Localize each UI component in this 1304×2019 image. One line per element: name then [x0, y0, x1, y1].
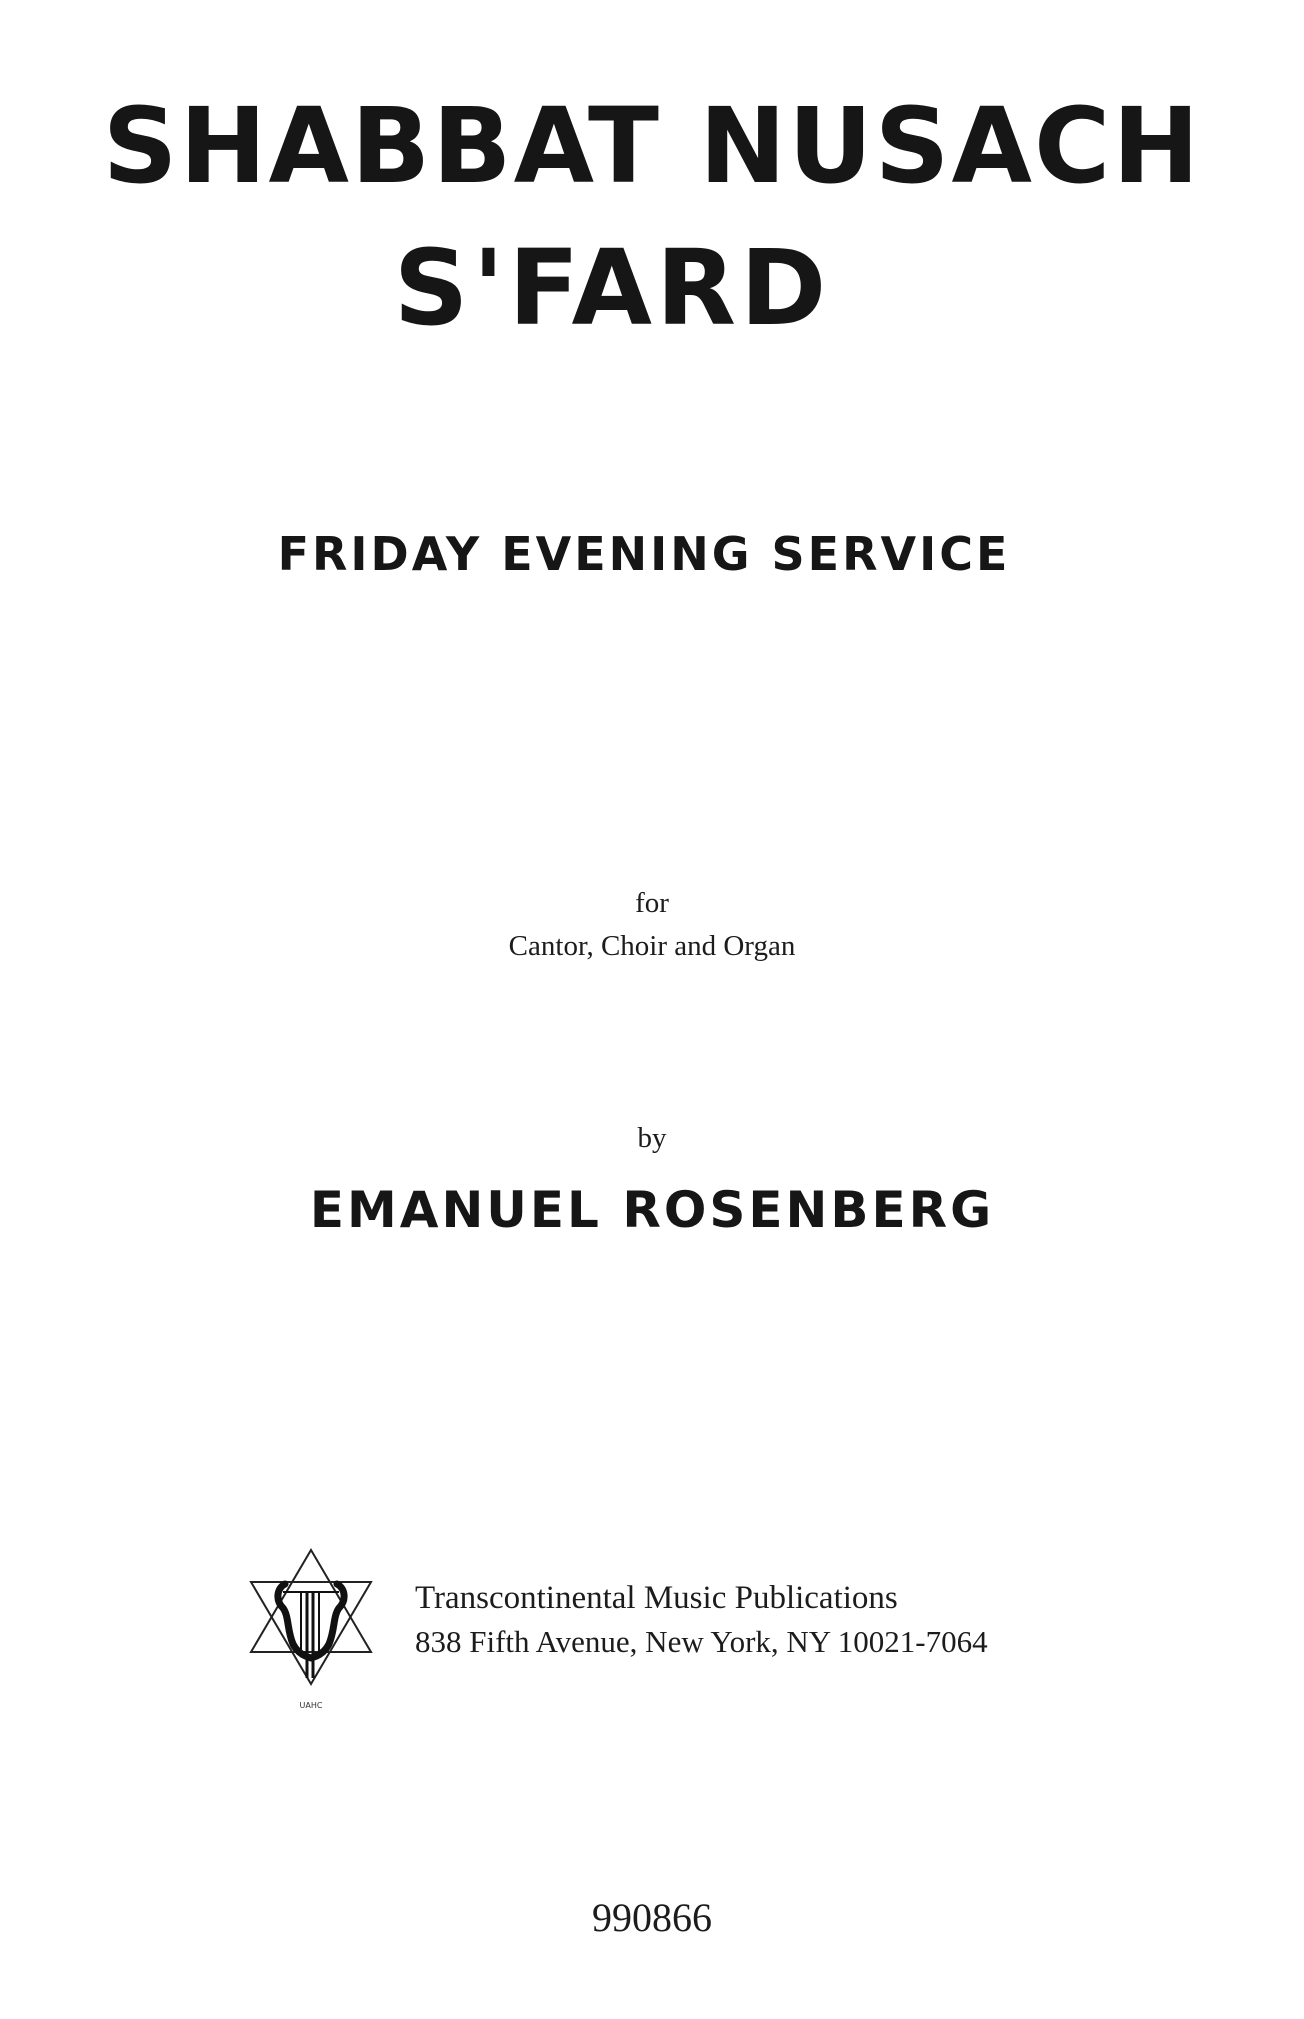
star-of-david-lyre-icon — [243, 1548, 379, 1718]
composer-name: EMANUEL ROSENBERG — [309, 1181, 995, 1239]
instrumentation: Cantor, Choir and Organ — [508, 930, 796, 962]
logo-text: UAHC — [299, 1701, 323, 1710]
title-line-1: SHABBAT NUSACH — [102, 85, 1202, 207]
publisher-block — [415, 1578, 988, 1662]
title-line-2: S'FARD — [393, 227, 831, 349]
by-label: by — [637, 1122, 667, 1154]
catalog-number: 990866 — [592, 1895, 712, 1940]
publisher-address: 838 Fifth Avenue, New York, NY 10021-7064 — [415, 1624, 988, 1659]
publisher-name: Transcontinental Music Publications — [415, 1580, 898, 1616]
subtitle: FRIDAY EVENING SERVICE — [277, 527, 1011, 581]
for-label: for — [635, 887, 669, 919]
